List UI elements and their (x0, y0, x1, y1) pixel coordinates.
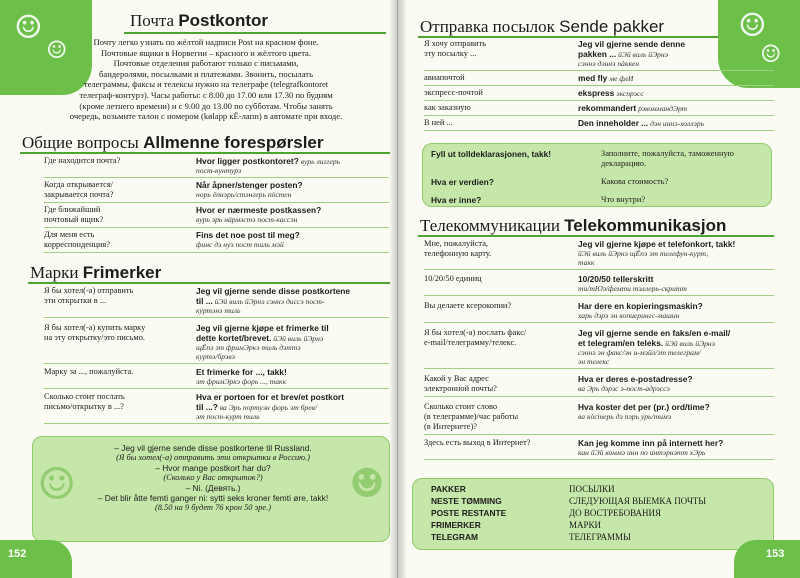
row-divider (44, 227, 389, 228)
phrase-ru: Какой у Вас адрес (424, 374, 489, 383)
dialogue-line-ru: (8.50 на 9 будет 76 крон 50 эре.) (154, 503, 272, 512)
phrase-ru: Я хочу отправить (424, 39, 487, 48)
phrase-no: Hva er portoen for et brev/et postkort (196, 392, 344, 402)
phrase-ru: корреспонденция? (44, 240, 110, 249)
transcription-inline: экспрэсс (614, 89, 644, 98)
transcription: йЭй виль йЭрнэ щЁпэ эт телефун-курт, (578, 249, 709, 258)
paragraph-line: Почтовые отделения работают только с письмами, (113, 58, 299, 69)
left-page (0, 0, 398, 578)
paragraph-line: телеграммы, факсы и телексы нужно на телеграфе (telegrafkontoret (83, 79, 329, 90)
sign-ru: ПОСЫЛКИ (569, 484, 615, 494)
phrase-ru: Где находится почта? (44, 156, 121, 165)
phrase-ru: Когда открывается/ (44, 180, 114, 189)
signs-box (412, 478, 774, 550)
phrase-no: Den inneholder ... дэн иннэ-холлэрь (578, 118, 705, 128)
transcription: пост-кунтурэ (196, 166, 242, 175)
row-divider (424, 130, 774, 131)
sign-ru: СЛЕДУЮЩАЯ ВЫЕМКА ПОЧТЫ (569, 496, 707, 506)
phrase-ru: Для меня есть (44, 230, 95, 239)
sign-no: PAKKER (431, 484, 466, 494)
title-underline (124, 32, 386, 34)
post-office-intro-paragraph (20, 37, 392, 122)
transcription: эт фримЭркэ форь ..., такк (196, 377, 287, 386)
paragraph-line: очередь, возьмите талон с номером (kølapp кЁ-лапп) в автомате при входе. (69, 111, 343, 122)
phrase-no: Hva er deres e-postadresse? (578, 374, 693, 384)
transcription-inline: ме флИ (607, 74, 634, 83)
row-divider (424, 459, 774, 460)
title-underline (28, 282, 390, 284)
title-underline (418, 36, 718, 38)
title-underline (20, 152, 390, 154)
transcription: ва Эрь дэрэс э-пост-адрэссэ (578, 384, 670, 393)
phrase-no: Fins det noe post til meg? (196, 230, 300, 240)
paragraph-line: Почтовые ящики в Норвегии – красного и жёлтого цвета. (100, 47, 312, 58)
phrase-no: 10/20/50 tellerskritt (578, 274, 654, 284)
transcription: ти/тЮэ/фемти тэллерь-скритт (578, 284, 687, 293)
customs-phrase-ru: Какова стоимость? (601, 177, 669, 186)
phrase-no: til ... йЭй виль йЭрнэ сэннэ диссэ пост- (196, 296, 325, 306)
phrase-no: Har dere en kopieringsmaskin? (578, 301, 703, 311)
transcription: ва кòстерь дэ пэрь урь/тимэ (578, 412, 672, 421)
phrase-no: Hva koster det per (pr.) ord/time? (578, 402, 710, 412)
face-silhouette-icon: ☺ (46, 36, 68, 64)
transcription: сэннэ дэннэ пàккен (578, 59, 640, 68)
transcription: эт пост-курт тиль (196, 412, 260, 421)
phrase-ru: Здесь есть выход в Интернет? (424, 438, 531, 447)
phrase-ru: эти открытки в ... (44, 296, 107, 305)
phrase-no: rekommandert рэкоммандЭрт (578, 103, 688, 113)
phrase-no: Jeg vil gjerne kjøpe et telefonkort, takk! (578, 239, 736, 249)
row-divider (44, 252, 389, 253)
transcription-inline: рэкоммандЭрт (636, 104, 688, 113)
phrase-no: Når åpner/stenger posten? (196, 180, 303, 190)
transcription-inline: йЭй виль йЭрнэ (616, 50, 668, 59)
dialogue-box (32, 436, 390, 542)
phrase-ru: авиапочтой (424, 73, 465, 82)
phrase-ru: e-mail/телеграмму/телекс. (424, 338, 517, 347)
phrase-ru: как заказную (424, 103, 471, 112)
row-divider (424, 100, 774, 101)
customs-phrase-ru: Заполните, пожалуйста, таможенную (601, 149, 734, 158)
row-divider (424, 70, 774, 71)
phrase-no: pakken ... йЭй виль йЭрнэ (578, 49, 668, 59)
transcription: кан йЭй коммэ инн по интэрнэтт хЭрь (578, 448, 706, 457)
phrase-ru: телефонную карту. (424, 249, 492, 258)
row-divider (44, 423, 389, 424)
sign-no: TELEGRAM (431, 532, 478, 542)
phrase-no: Hvor ligger postkontoret? вурь лиггерь (196, 156, 341, 166)
phrase-no: Jeg vil gjerne sende disse postkortene (196, 286, 351, 296)
transcription: куртэ/брэвэ (196, 352, 235, 361)
phrase-ru: Я бы хотел(-а) отправить (44, 286, 134, 295)
phrase-ru: Мне, пожалуйста, (424, 239, 489, 248)
transcription-inline: вурь лиггерь (298, 157, 341, 166)
phrase-ru: экспресс-почтой (424, 88, 483, 97)
dialogue-line-no: – Ni. (Девять.) (185, 483, 241, 493)
customs-phrase-ru: Что внутри? (601, 195, 646, 204)
page-number: 152 (8, 548, 27, 560)
row-divider (44, 317, 389, 318)
phrase-no: dette kortet/brevet. йЭй виль йЭрнэ (196, 333, 324, 343)
transcription: куртэнэ тиль (196, 306, 241, 315)
phrase-ru: на эту открытку/это письмо. (44, 333, 145, 342)
row-divider (424, 295, 774, 296)
section-title-postkontor: Почта Postkontor (130, 11, 269, 30)
face-silhouette-icon: ☺ (738, 6, 767, 44)
row-divider (424, 269, 774, 270)
row-divider (44, 202, 389, 203)
transcription: сэннэ эн факс/эн и-мэйл/эт телеграм/ (578, 348, 701, 357)
phrase-no: et telegram/en teleks. йЭй виль йЭрнэ (578, 338, 715, 348)
phrase-ru: Я бы хотел(-а) послать факс/ (424, 328, 527, 337)
phrase-no: ekspress экспрэсс (578, 88, 644, 98)
customs-phrase-no: Fyll ut tolldeklarasjonen, takk! (431, 149, 552, 159)
customs-phrase-no: Hva er inne? (431, 195, 482, 205)
face-profile-icon: ☺ (37, 459, 77, 510)
sign-ru: ДО ВОСТРЕБОВАНИЯ (569, 508, 662, 518)
dialogue-lines (83, 443, 343, 513)
phrase-no: Jeg vil gjerne sende en faks/en e-mail/ (578, 328, 731, 338)
paragraph-line: (кроме летнего времени) и с 9.00 до 13.00 по субботам. Чтобы занять (79, 100, 333, 111)
section-title-sende-pakker: Отправка посылок Sende pakker (420, 17, 665, 36)
phrase-ru: письмо/открытку в ...? (44, 402, 124, 411)
phrase-no: Jeg vil gjerne kjøpe et frimerke til (196, 323, 329, 333)
sign-no: NESTE TØMMING (431, 496, 502, 506)
phrase-no: Hvor er nærmeste postkassen? (196, 205, 322, 215)
transcription: эн телекс (578, 357, 610, 366)
transcription-inline: йЭй виль йЭрнэ (271, 334, 324, 343)
transcription: норь ёпнэрь/стэнгерь пòстен (196, 190, 292, 199)
phrase-no: med fly ме флИ (578, 73, 634, 83)
customs-box (422, 143, 772, 207)
dialogue-line-ru: (Сколько у Вас открыток?) (163, 473, 263, 482)
phrase-no: til ...? ва Эрь портуэн форь эт брев/ (196, 402, 317, 412)
phrase-ru: Где ближайший (44, 205, 101, 214)
transcription: вурь эрь нäрмэстэ пост-кассэн (196, 215, 298, 224)
phrase-no: Kan jeg komme inn på internett her? (578, 438, 724, 448)
phrase-ru: закрывается почта? (44, 190, 114, 199)
sign-ru: МАРКИ (569, 520, 602, 530)
dialogue-line-no: – Hvor mange postkort har du? (155, 463, 271, 473)
phrase-ru: эту посылку ... (424, 49, 477, 58)
customs-phrase-no: Hva er verdien? (431, 177, 494, 187)
phrase-ru: почтовый ящик? (44, 215, 104, 224)
dialogue-line-no: – Det blir åtte femti ganger ni: sytti seks kroner femti øre, takk! (97, 493, 329, 503)
transcription-inline: дэн иннэ-холлэрь (648, 119, 705, 128)
phrase-no: Et frimerke for ..., takk! (196, 367, 287, 377)
title-underline (418, 235, 774, 237)
transcription: такк (578, 258, 595, 267)
row-divider (44, 177, 389, 178)
row-divider (424, 322, 774, 323)
paragraph-line: телеграф-контурэ). Часы работы: с 8.00 до 17.00 или 17.30 по будням (79, 89, 333, 100)
face-silhouette-icon: ☺ (760, 40, 782, 68)
phrase-ru: электронной почты? (424, 384, 497, 393)
row-divider (424, 115, 774, 116)
sign-ru: ТЕЛЕГРАММЫ (569, 532, 631, 542)
phrase-ru: В ней ... (424, 118, 453, 127)
transcription: харь дэрэ эн копиерингс-машин (578, 311, 680, 320)
phrase-ru: (в Интернете)? (424, 422, 478, 431)
section-title-telekommunikasjon: Телекоммуникации Telekommunikasjon (420, 216, 727, 235)
right-page (398, 0, 800, 578)
sign-no: POSTE RESTANTE (431, 508, 507, 518)
sign-no: FRIMERKER (431, 520, 481, 530)
phrase-ru: Сколько стоит послать (44, 392, 125, 401)
section-title-frimerker: Марки Frimerker (30, 263, 162, 282)
transcription-inline: йЭй виль йЭрнэ сэннэ диссэ пост- (212, 297, 325, 306)
phrase-ru: Марку за ..., пожалуйста. (44, 367, 134, 376)
row-divider (424, 368, 774, 369)
face-profile-icon: ☻ (349, 461, 385, 507)
paragraph-line: Почту легко узнать по жёлтой надписи Post на красном фоне. (93, 37, 319, 47)
row-divider (424, 434, 774, 435)
transcription: щЁпэ эт фримЭркэ тиль дэттэ (196, 343, 301, 352)
row-divider (44, 388, 389, 389)
phrase-ru: Я бы хотел(-а) купить марку (44, 323, 146, 332)
dialogue-line-ru: (Я бы хотел(-а) отправить эти открытки в Россию.) (116, 453, 310, 462)
dialogue-line-no: – Jeg vil gjerne sende disse postkortene til Russland. (114, 443, 312, 453)
transcription: финс дэ нуэ пост тиль мэй (196, 240, 284, 249)
phrase-ru: Сколько стоит слово (424, 402, 498, 411)
phrase-ru: 10/20/50 единиц (424, 274, 482, 283)
phrase-no: Jeg vil gjerne sende denne (578, 39, 686, 49)
customs-phrase-ru: декларацию. (601, 159, 647, 168)
row-divider (44, 363, 389, 364)
phrase-ru: Вы делаете ксерокопии? (424, 301, 512, 310)
transcription-inline: ва Эрь портуэн форь эт брев/ (217, 403, 317, 412)
face-silhouette-icon: ☺ (14, 8, 43, 46)
book-gutter (389, 0, 407, 578)
transcription-inline: йЭй виль йЭрнэ (663, 339, 715, 348)
paragraph-line: бандеролями, посылками и платежами. Звонить, посылать (99, 68, 313, 79)
row-divider (424, 396, 774, 397)
section-title-allmenne: Общие вопросы Allmenne forespørsler (22, 133, 324, 152)
phrase-ru: (в телеграмме)/час работы (424, 412, 519, 421)
row-divider (424, 85, 774, 86)
page-number: 153 (766, 548, 785, 560)
